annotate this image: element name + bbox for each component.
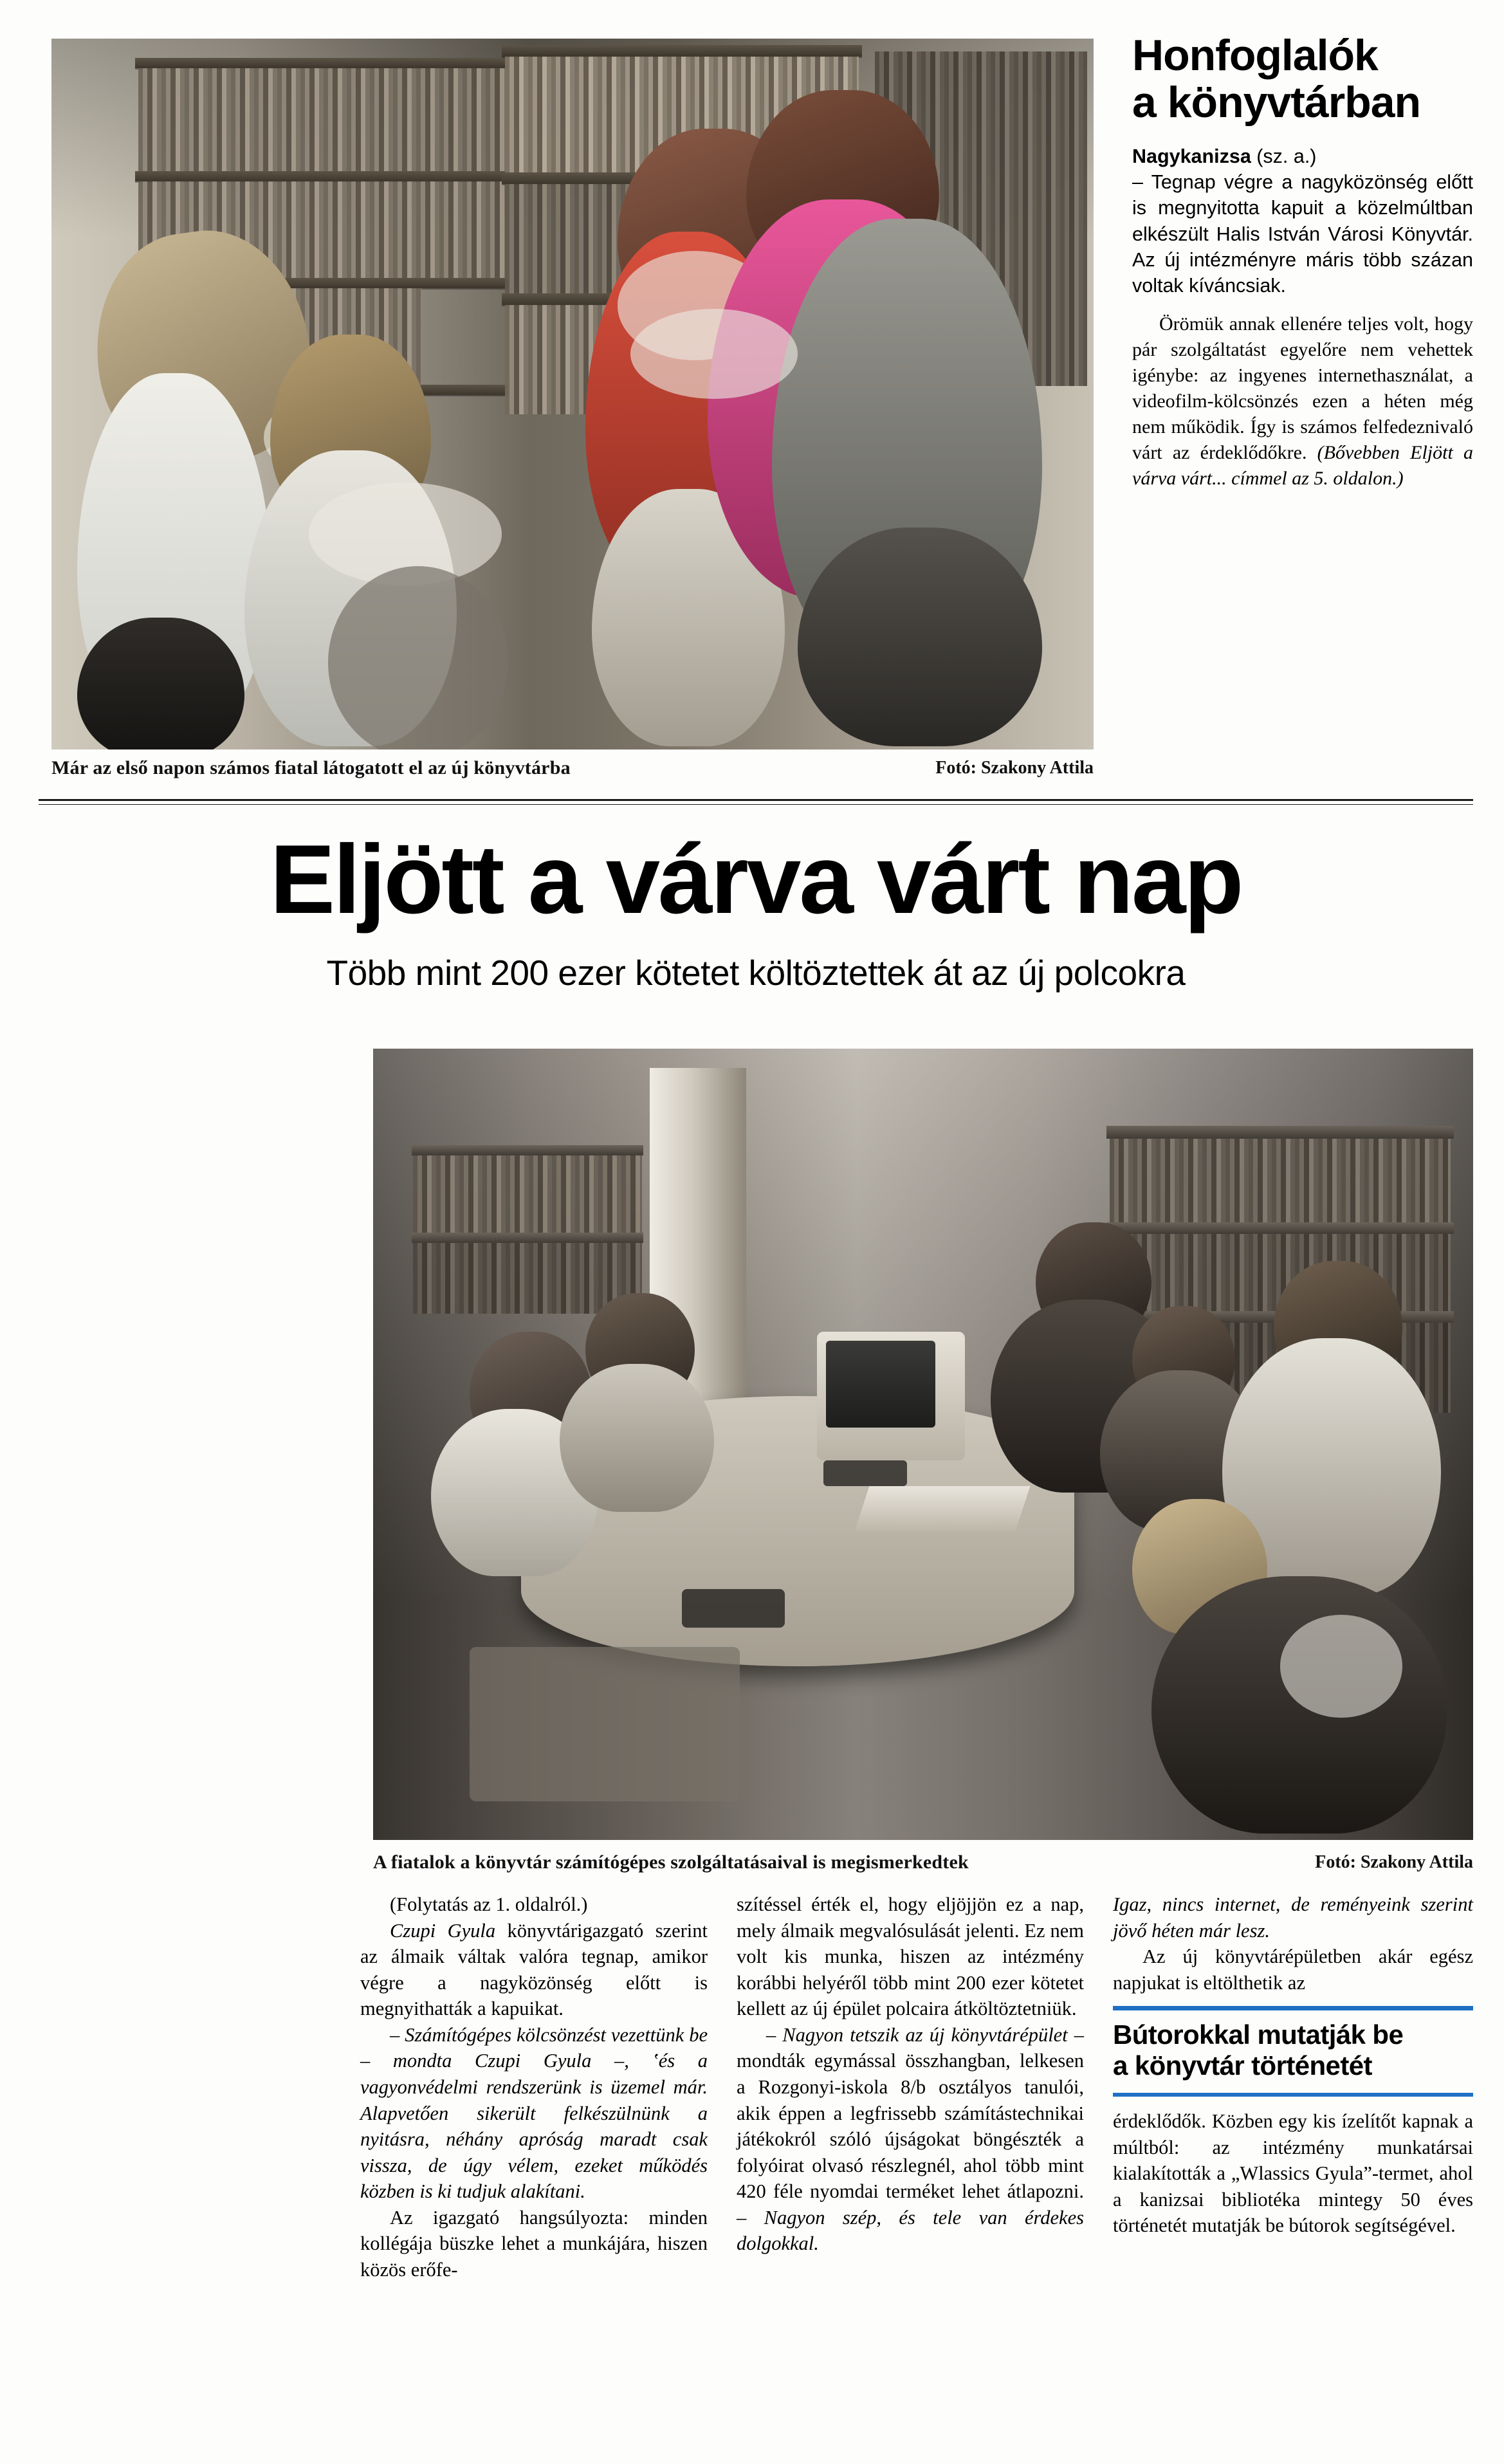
col1-p2-text: könyvtárigazgató szerint az álmaik váltak valóra tegnap, amikor végre a nagyközönség előtt is megnyithatták a kapuikat. bbox=[360, 1919, 708, 2020]
col1-p3 bbox=[360, 2022, 708, 2205]
top-article-body-text: Örömük annak ellenére teljes volt, hogy pár szolgáltatást egyelőre nem vehettek igénybe: az ingyenes internethasználat, a videofilm-kölcsönzés ezen a héten még nem működik. Így is számos felfedeznivaló várt az érdeklődőkre. bbox=[1132, 313, 1473, 463]
main-photo-caption: A fiatalok a könyvtár számítógépes szolgáltatásaival is megismerkedtek bbox=[373, 1852, 969, 1873]
crt-monitor bbox=[817, 1332, 965, 1460]
top-article-dateline: Nagykanizsa bbox=[1132, 145, 1251, 167]
top-photo-caption: Már az első napon számos fiatal látogatott el az új könyvtárba bbox=[51, 757, 571, 778]
col1-p2 bbox=[360, 1918, 708, 2022]
person-figure bbox=[77, 618, 244, 749]
sidebar-headline bbox=[1113, 2019, 1473, 2081]
sidebar-divider-bottom bbox=[1113, 2093, 1473, 2097]
col3-p1-italic: Igaz, nincs internet, de reményeink szerint jövő héten már lesz. bbox=[1113, 1893, 1473, 1942]
col2-p2-text: – mondták egymással összhangban, lelkesen a Rozgonyi-iskola 8/b osztályos tanulói, akik éppen a legfrissebb számítástechnikai játékokról szóló újságokat böngészték a folyóirat olvasó részlegnél, ahol több mint 420 féle nyomdai terméket lehet átlapozni. – bbox=[737, 2023, 1085, 2229]
col1-p1: (Folytatás az 1. oldalról.) bbox=[390, 1893, 588, 1915]
article-body-columns bbox=[360, 1891, 1473, 2445]
top-article-body bbox=[1132, 311, 1473, 491]
top-article-headline bbox=[1132, 32, 1473, 127]
section-divider bbox=[39, 799, 1473, 801]
top-headline-line1: Honfoglalók bbox=[1132, 31, 1378, 80]
top-headline-line2: a könyvtárban bbox=[1132, 78, 1421, 127]
top-article-text-column bbox=[1132, 32, 1473, 492]
col2-p1: szítéssel érték el, hogy eljöjjön ez a nap, mely álmaik megvalósulását jelenti. Ez nem volt kis munka, hiszen az intézmény korábbi helyéről több mint 200 ezer kötetet kellett az új épület polcaira átköltöztetniük. bbox=[737, 1893, 1084, 2020]
main-photo bbox=[373, 1049, 1473, 1840]
top-article bbox=[39, 26, 1473, 791]
computer-area-photo-image bbox=[373, 1049, 1473, 1840]
top-article-dateline-suffix: (sz. a.) bbox=[1251, 145, 1317, 167]
main-photo-credit: Fotó: Szakony Attila bbox=[1315, 1852, 1473, 1872]
col1-p3-italic: – Számítógépes kölcsönzést vezettünk be – mondta Czupi Gyula –, ʽés a vagyonvédelmi rendszerünk is üzemel már. Alapvetően sikerült felkészülnünk a nyitásra, néhány apróság maradt csak vissza, de úgy vélem, ezeket működés közben is ki tudjuk alakítani. bbox=[360, 2023, 708, 2203]
top-photo-credit: Fotó: Szakony Attila bbox=[935, 758, 1094, 778]
col3-p1 bbox=[1113, 1891, 1473, 1944]
article-column-3 bbox=[1113, 1891, 1473, 2239]
library-photo-image bbox=[51, 39, 1094, 749]
monitor-screen bbox=[826, 1341, 935, 1428]
top-photo-caption-bar bbox=[51, 749, 1094, 787]
article-column-2 bbox=[737, 1891, 1084, 2257]
section-divider-thin bbox=[39, 804, 1473, 805]
col2-p2 bbox=[737, 2022, 1084, 2257]
col1-p2-italic: Czupi Gyula bbox=[390, 1919, 496, 1942]
col3-p3: érdeklődők. Közben egy kis ízelítőt kapnak a múltból: az intézmény munkatársai kialakították a „Wlassics Gyula”-termet, ahol a kanizsai bibliotéka mintegy 50 éves történetét mutatják be bútorok segítségével. bbox=[1113, 2110, 1473, 2237]
sidebar-divider-top bbox=[1113, 2006, 1473, 2010]
col2-p2-tail-italic: Nagyon szép, és tele van érdekes dolgokkal. bbox=[737, 2206, 1084, 2255]
col2-p2-italic: – Nagyon tetszik az új könyvtárépület bbox=[766, 2023, 1068, 2046]
sidebar-headline-line2: a könyvtár történetét bbox=[1113, 2050, 1372, 2081]
main-subheadline: Több mint 200 ezer kötetet költöztettek át az új polcokra bbox=[326, 953, 1186, 993]
top-article-lead bbox=[1132, 143, 1473, 299]
sidebar-headline-line1: Bútorokkal mutatják be bbox=[1113, 2019, 1404, 2050]
main-photo-caption-bar bbox=[373, 1845, 1473, 1880]
article-column-1 bbox=[360, 1891, 708, 2283]
keyboard bbox=[855, 1486, 1031, 1531]
main-headline: Eljött a várva várt nap bbox=[270, 825, 1242, 934]
col1-p4: Az igazgató hangsúlyozta: minden kollégája büszke lehet a munkájára, hiszen közös erőfe- bbox=[360, 2206, 708, 2281]
col3-p2: Az új könyvtárépületben akár egész napjukat is eltölthetik az bbox=[1113, 1945, 1473, 1994]
top-article-lead-text: – Tegnap végre a nagyközönség előtt is megnyitotta kapuit a közelmúltban elkészült Halis István Városi Könyvtár. Az új intézményre máris több százan voltak kíváncsiak. bbox=[1132, 171, 1473, 297]
top-photo bbox=[51, 39, 1094, 749]
top-article-body-italic: (Bővebben Eljött a várva várt... címmel az 5. oldalon.) bbox=[1132, 441, 1473, 489]
